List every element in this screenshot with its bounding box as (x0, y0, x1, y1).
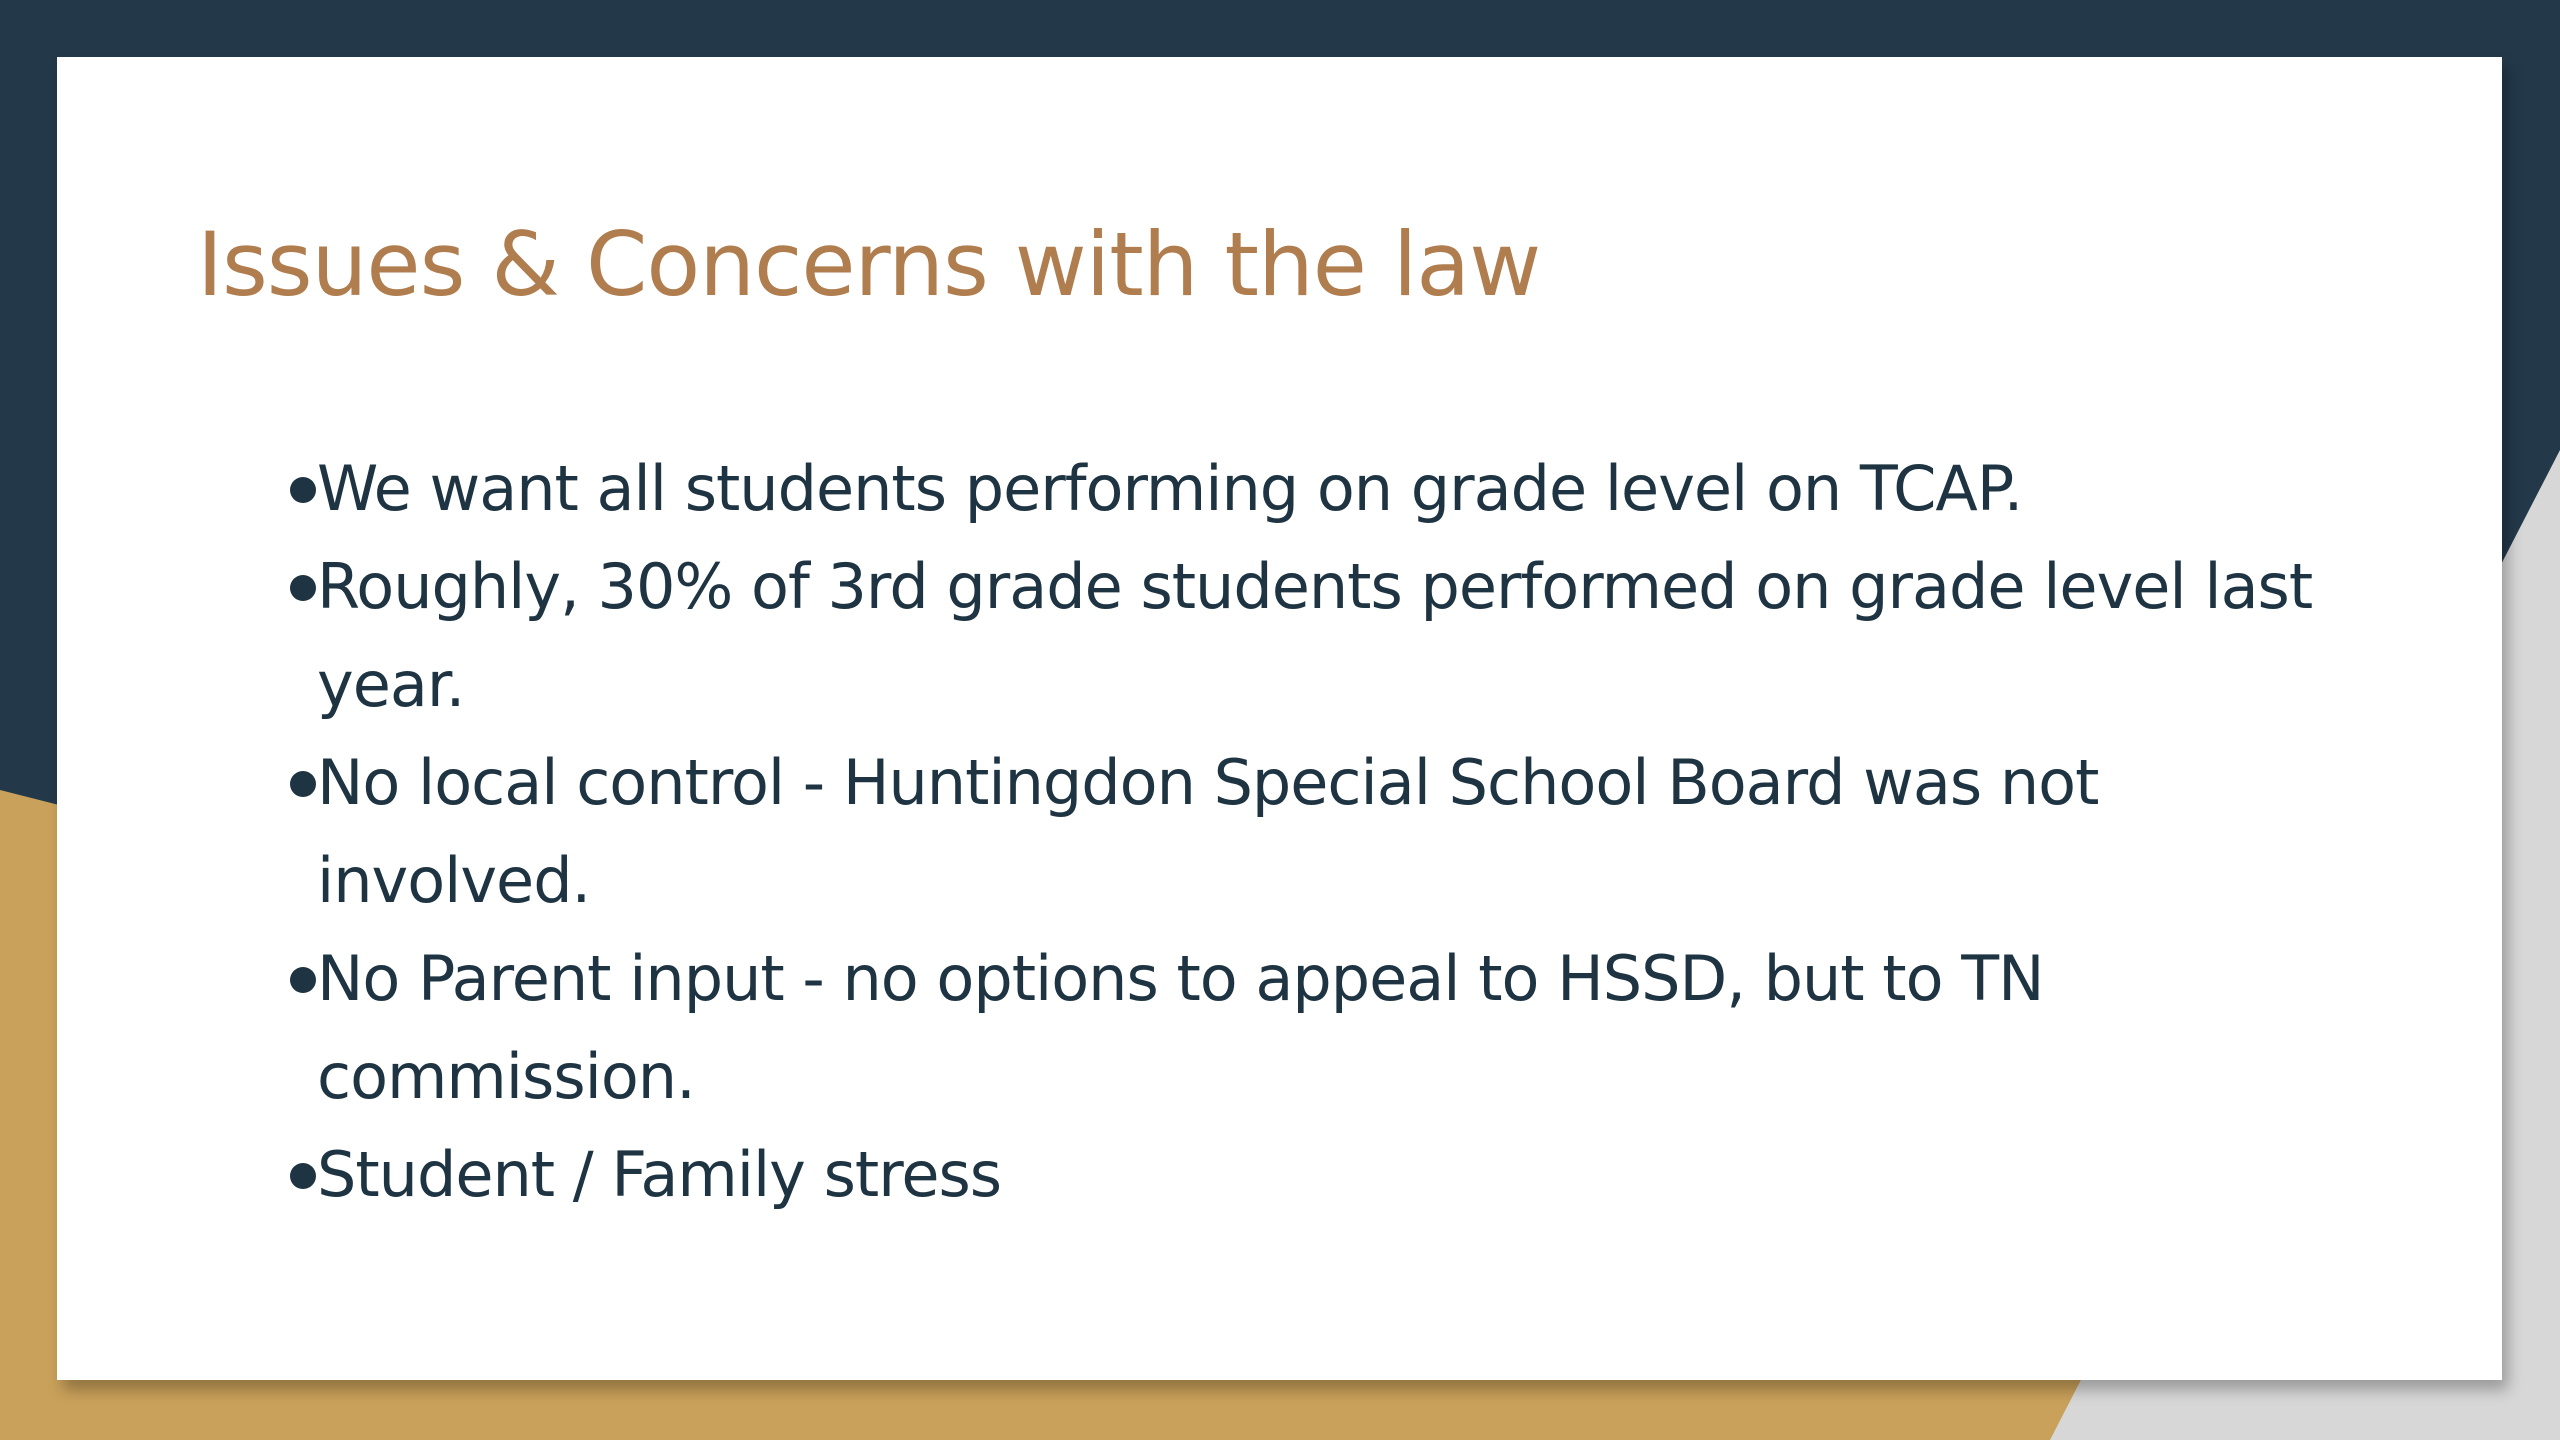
bullet-list (197, 440, 2357, 1224)
bullet-item (197, 440, 2357, 538)
bullet-text: No local control - Huntingdon Special School Board was not involved. (317, 746, 2099, 917)
bullet-item (197, 734, 2357, 930)
bullet-dot-icon (290, 1163, 316, 1189)
bullet-item (197, 538, 2357, 734)
bullet-dot-icon (290, 967, 316, 993)
bullet-text: No Parent input - no options to appeal to HSSD, but to TN commission. (317, 942, 2044, 1113)
bullet-item (197, 1126, 2357, 1224)
slide-title: Issues & Concerns with the law (197, 213, 1541, 316)
bullet-dot-icon (290, 771, 316, 797)
bullet-text: Student / Family stress (317, 1138, 1002, 1211)
bullet-text: We want all students performing on grade level on TCAP. (317, 452, 2023, 525)
bullet-item (197, 930, 2357, 1126)
bullet-dot-icon (290, 477, 316, 503)
bullet-dot-icon (290, 575, 316, 601)
bullet-text: Roughly, 30% of 3rd grade students performed on grade level last year. (317, 550, 2313, 721)
